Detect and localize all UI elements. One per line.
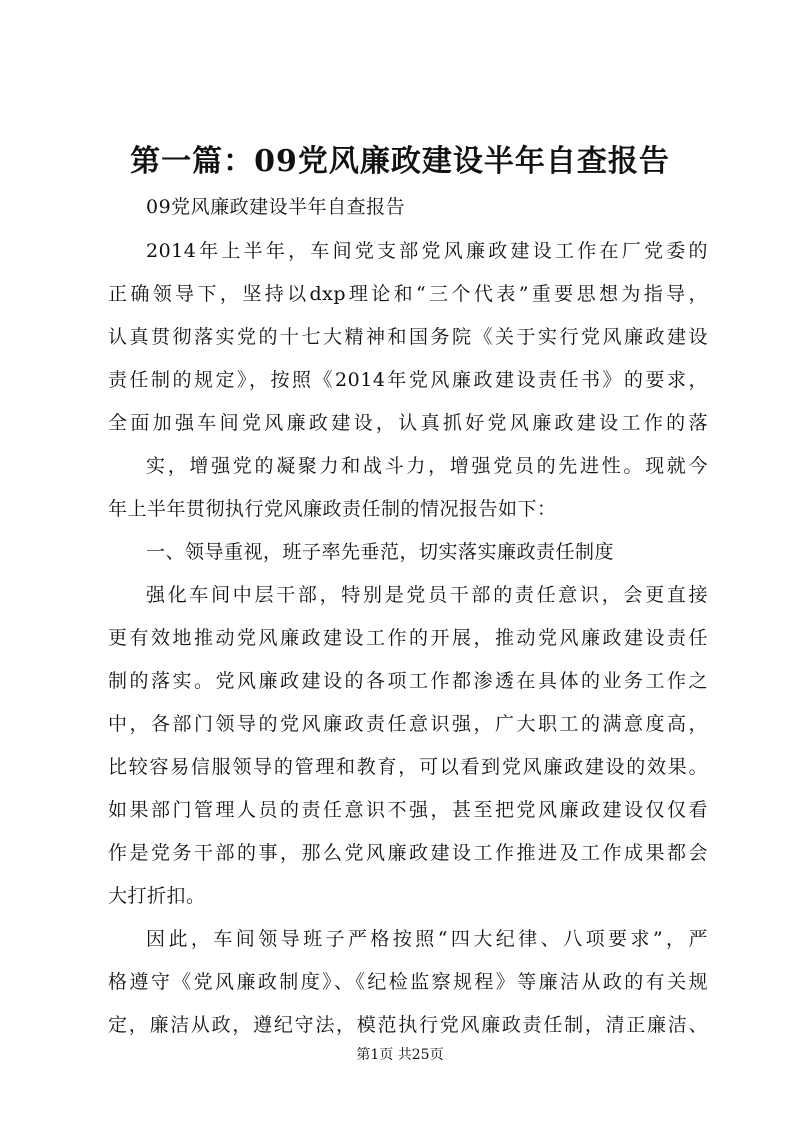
body-line: 强化车间中层干部，特别是党员干部的责任意识，会更直接 [146,584,708,606]
body-line: 制的落实。党风廉政建设的各项工作都渗透在具体的业务工作之 [108,670,708,692]
body-line: 中，各部门领导的党风廉政责任意识强，广大职工的满意度高， [108,713,708,735]
page-footer: 第1页 共25页 [356,1047,444,1063]
body-line: 2014年上半年，车间党支部党风廉政建设工作在厂党委的 [146,240,708,262]
body-line: 作是党务干部的事，那么党风廉政建设工作推进及工作成果都会 [108,842,708,864]
body-line: 责任制的规定》，按照《2014年党风廉政建设责任书》的要求， [108,369,708,391]
body-line: 定，廉洁从政，遵纪守法，模范执行党风廉政责任制，清正廉洁、 [108,1014,708,1036]
body-line: 如果部门管理人员的责任意识不强，甚至把党风廉政建设仅仅看 [108,799,708,821]
subtitle-line: 09党风廉政建设半年自查报告 [146,196,406,218]
body-line: 大打折扣。 [108,885,206,907]
body-line: 格遵守《党风廉政制度》、《纪检监察规程》等廉洁从政的有关规 [108,971,708,993]
body-line: 认真贯彻落实党的十七大精神和国务院《关于实行党风廉政建设 [108,326,708,348]
document-title: 第一篇：09党风廉政建设半年自查报告 [130,144,670,179]
body-line: 比较容易信服领导的管理和教育，可以看到党风廉政建设的效果。 [108,756,708,778]
body-line: 正确领导下，坚持以dxp理论和“三个代表”重要思想为指导， [108,283,708,305]
body-line: 更有效地推动党风廉政建设工作的开展，推动党风廉政建设责任 [108,627,708,649]
body-line: 实，增强党的凝聚力和战斗力，增强党员的先进性。现就今 [146,455,708,477]
body-line: 年上半年贯彻执行党风廉政责任制的情况报告如下： [108,498,557,520]
body-line: 因此，车间领导班子严格按照“四大纪律、八项要求”，严 [146,928,708,950]
body-line: 全面加强车间党风廉政建设，认真抓好党风廉政建设工作的落 [108,412,708,434]
section-heading: 一、领导重视，班子率先垂范，切实落实廉政责任制度 [146,541,615,563]
